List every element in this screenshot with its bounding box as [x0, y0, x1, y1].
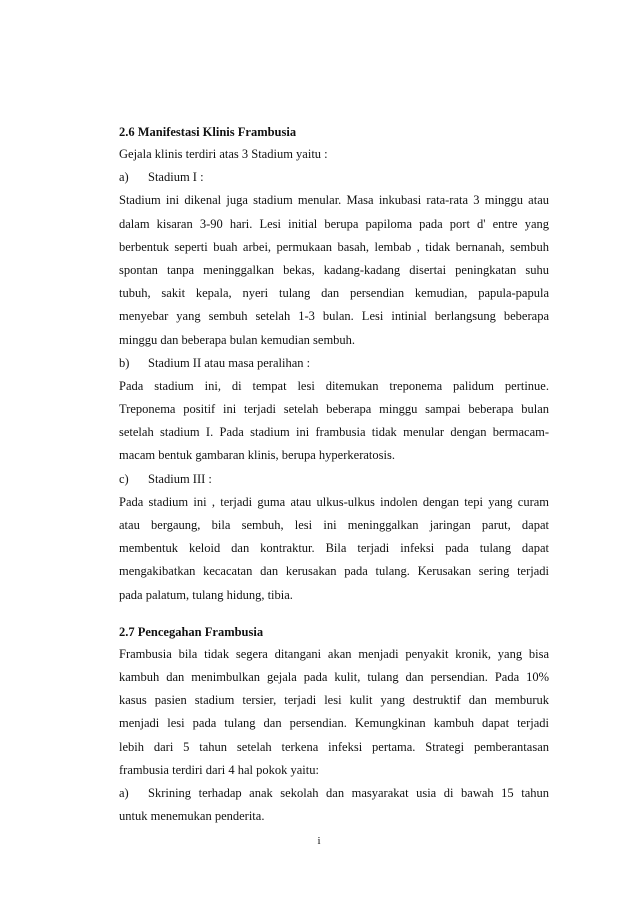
paragraph-line: lebih dari 5 tahun setelah terkena infeksi pertama. Strategi pemberantasan: [119, 739, 549, 754]
paragraph-line: Pada stadium ini, di tempat lesi ditemukan treponema palidum pertinue.: [119, 378, 549, 393]
paragraph-line: atau bergaung, bila sembuh, lesi ini meninggalkan jaringan parut, dapat: [119, 518, 549, 532]
stage-1-label: Stadium I :: [148, 170, 204, 185]
list-marker: a): [119, 170, 129, 185]
paragraph-line: kasus pasien stadium tersier, terjadi lesi kulit yang destruktif dan memburuk: [119, 693, 549, 708]
stage-3-item: [119, 468, 549, 491]
paragraph-line: Treponema positif ini terjadi setelah beberapa minggu sampai beberapa bulan: [119, 402, 549, 417]
paragraph-line: dalam kisaran 3-90 hari. Lesi initial berupa papiloma pada port d' entre yang: [119, 216, 549, 231]
list-marker: c): [119, 471, 129, 486]
paragraph-line: setelah stadium I. Pada stadium ini frambusia tidak menular dengan bermacam-: [119, 425, 549, 440]
paragraph-line: Frambusia bila tidak segera ditangani akan menjadi penyakit kronik, yang bisa: [119, 646, 549, 661]
paragraph-line: untuk menemukan penderita.: [119, 809, 265, 824]
paragraph-line: Stadium ini dikenal juga stadium menular. Masa inkubasi rata-rata 3 minggu atau: [119, 193, 549, 208]
stage-3-label: Stadium III :: [148, 471, 212, 486]
section-heading-2-6: 2.6 Manifestasi Klinis Frambusia: [119, 125, 297, 139]
section-gap: [119, 607, 549, 621]
paragraph-line: spontan tanpa meninggalkan bekas, kadang-kadang disertai peningkatan suhu: [119, 262, 549, 277]
stage-1-item: [119, 166, 549, 189]
paragraph-line: membentuk keloid dan kontraktur. Bila terjadi infeksi pada tulang dapat: [119, 541, 549, 556]
section-heading-2-7: 2.7 Pencegahan Frambusia: [119, 624, 264, 639]
strategy-item-a: [119, 782, 549, 805]
document-page: [119, 121, 549, 828]
list-marker: b): [119, 355, 130, 370]
section-intro: Gejala klinis terdiri atas 3 Stadium yaitu :: [119, 147, 328, 161]
paragraph-line: frambusia terdiri dari 4 hal pokok yaitu:: [119, 762, 319, 777]
paragraph-line: berbentuk seperti buah arbei, permukaan basah, lembab , tidak bernanah, sembuh: [119, 239, 549, 254]
paragraph-line: Pada stadium ini , terjadi guma atau ulkus-ulkus indolen dengan tepi yang curam: [119, 494, 549, 509]
paragraph-line: kambuh dan menimbulkan gejala pada kulit, tulang dan persendian. Pada 10%: [119, 669, 549, 684]
paragraph-line: mengakibatkan kecacatan dan kerusakan pada tulang. Kerusakan sering terjadi: [119, 564, 549, 579]
stage-2-item: [119, 352, 549, 375]
paragraph-line: pada palatum, tulang hidung, tibia.: [119, 587, 293, 602]
stage-2-label: Stadium II atau masa peralihan :: [148, 355, 311, 370]
strategy-item-a-text: Skrining terhadap anak sekolah dan masyarakat usia di bawah 15 tahun: [148, 785, 549, 800]
paragraph-line: menyebar yang sembuh setelah 1-3 bulan. Lesi intinial berlangsung beberapa: [119, 309, 549, 324]
paragraph-line: tubuh, sakit kepala, nyeri tulang dan persendian kemudian, papula-papula: [119, 286, 549, 301]
paragraph-line: minggu dan beberapa bulan kemudian sembuh.: [119, 332, 356, 347]
list-marker: a): [119, 785, 129, 800]
paragraph-line: menjadi lesi pada tulang dan persendian. Kemungkinan kambuh dapat terjadi: [119, 716, 549, 731]
paragraph-line: macam bentuk gambaran klinis, berupa hyperkeratosis.: [119, 448, 395, 463]
page-number: i: [317, 835, 321, 847]
